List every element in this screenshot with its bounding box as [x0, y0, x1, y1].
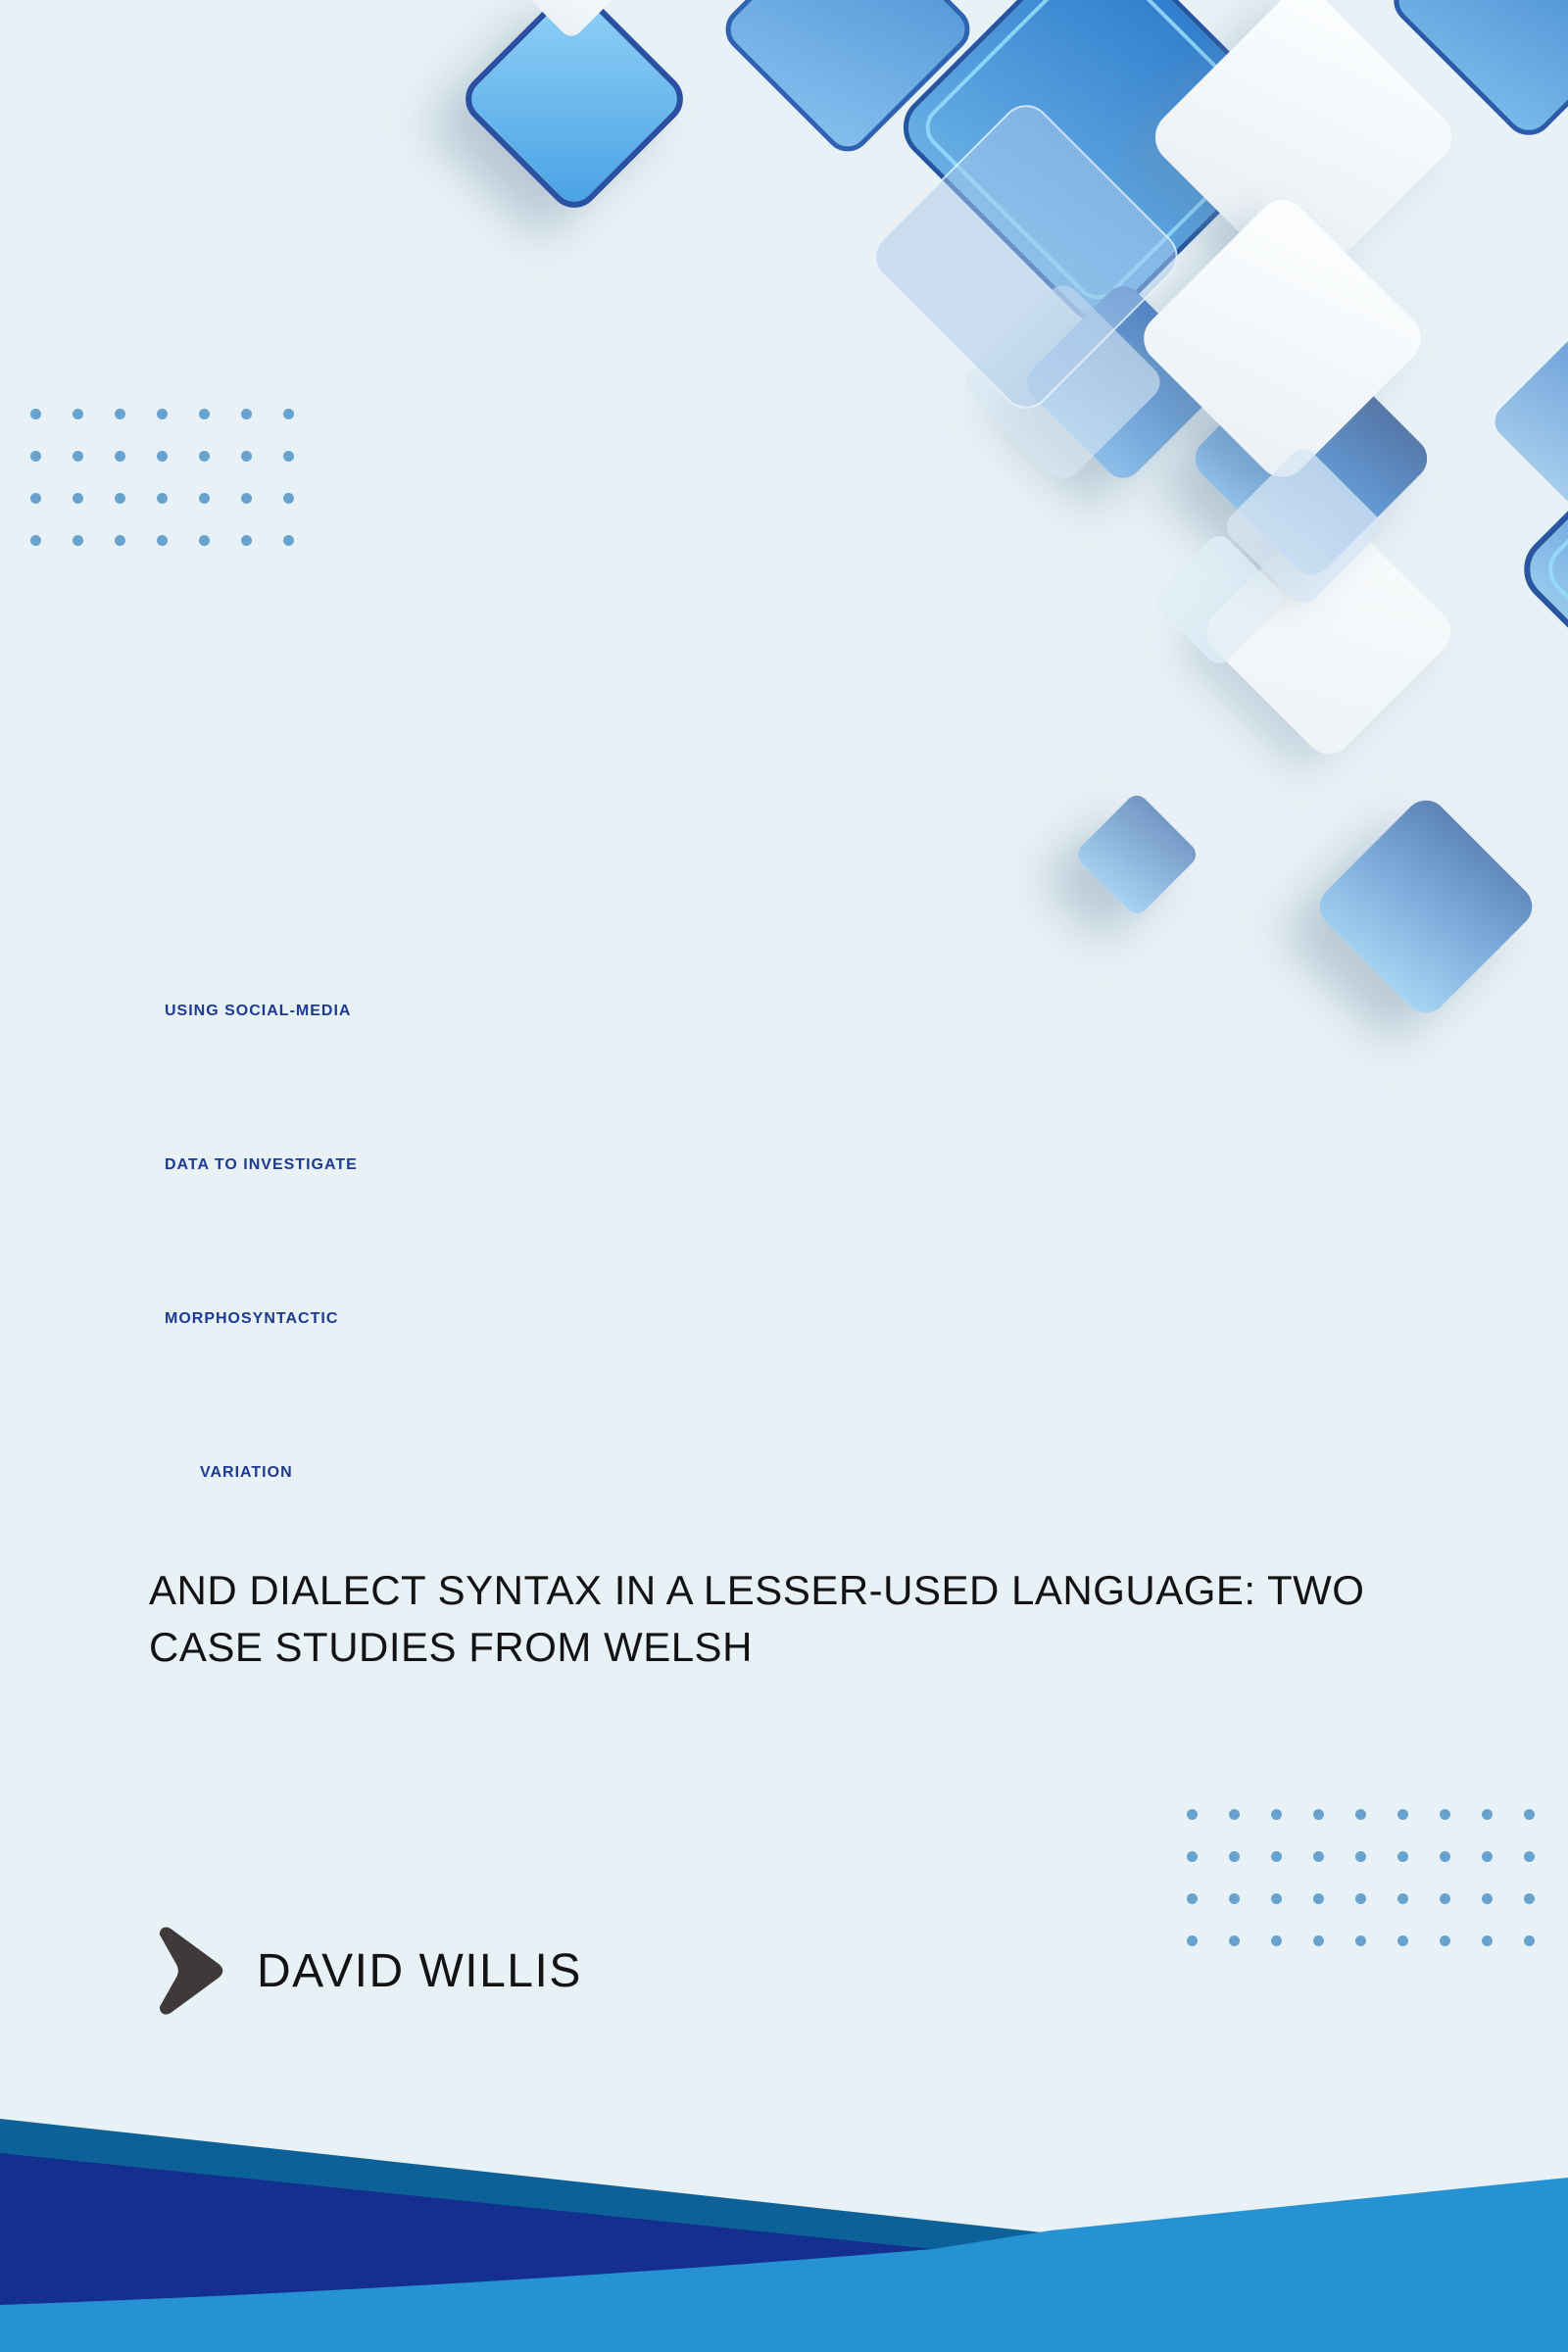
dot: [73, 409, 83, 419]
dot: [1271, 1936, 1282, 1946]
dot: [1397, 1936, 1408, 1946]
dot: [157, 409, 168, 419]
dot: [1482, 1809, 1493, 1820]
dot: [199, 535, 210, 546]
dot: [1397, 1851, 1408, 1862]
dot: [1271, 1851, 1282, 1862]
dot: [199, 451, 210, 462]
dot: [1313, 1936, 1324, 1946]
dot: [1229, 1936, 1240, 1946]
dot: [1271, 1893, 1282, 1904]
dot: [1440, 1809, 1450, 1820]
title-line: VARIATION: [200, 1464, 293, 1481]
dot: [1355, 1851, 1366, 1862]
dot: [1229, 1893, 1240, 1904]
dot: [283, 451, 294, 462]
author-name: DAVID WILLIS: [257, 1944, 582, 1997]
subtitle-line: AND DIALECT SYNTAX IN A LESSER-USED LANGUAGE: TWO: [149, 1567, 1365, 1613]
dot: [1271, 1809, 1282, 1820]
dot-grid-left: [30, 409, 294, 546]
dot: [199, 409, 210, 419]
arrow-right-icon: [155, 1926, 223, 2016]
dot: [283, 535, 294, 546]
title-line: USING SOCIAL-MEDIA: [165, 1003, 352, 1019]
dot: [115, 451, 125, 462]
dot: [1482, 1893, 1493, 1904]
dot: [1313, 1851, 1324, 1862]
dot: [1313, 1893, 1324, 1904]
dot: [1440, 1893, 1450, 1904]
dot: [241, 535, 252, 546]
dot: [1397, 1893, 1408, 1904]
dot: [73, 535, 83, 546]
footer-waves: [0, 2097, 1568, 2352]
title-line: MORPHOSYNTACTIC: [165, 1310, 339, 1327]
dot: [241, 409, 252, 419]
dot: [1187, 1809, 1198, 1820]
diamond-shape: [1311, 792, 1542, 1022]
dot: [1524, 1893, 1535, 1904]
dot: [157, 535, 168, 546]
dot: [73, 493, 83, 504]
dot: [115, 535, 125, 546]
dot: [1313, 1809, 1324, 1820]
dot: [1440, 1851, 1450, 1862]
dot: [157, 493, 168, 504]
dot: [1482, 1936, 1493, 1946]
dot: [1524, 1936, 1535, 1946]
dot: [1482, 1851, 1493, 1862]
dot: [241, 493, 252, 504]
dot: [1355, 1893, 1366, 1904]
dot: [1187, 1936, 1198, 1946]
dot: [157, 451, 168, 462]
dot-grid-right: [1187, 1809, 1535, 1946]
subtitle: [149, 1562, 1364, 1676]
dot: [1355, 1936, 1366, 1946]
dot: [1229, 1851, 1240, 1862]
dot: [115, 493, 125, 504]
dot: [1440, 1936, 1450, 1946]
dot: [1524, 1851, 1535, 1862]
dot: [283, 409, 294, 419]
title-line: DATA TO INVESTIGATE: [165, 1156, 358, 1173]
dot: [73, 451, 83, 462]
dot: [241, 451, 252, 462]
dot: [30, 493, 41, 504]
dot: [30, 451, 41, 462]
dot: [30, 535, 41, 546]
dot: [1355, 1809, 1366, 1820]
page-title: [165, 934, 358, 1549]
dot: [1229, 1809, 1240, 1820]
dot: [1187, 1851, 1198, 1862]
subtitle-line: CASE STUDIES FROM WELSH: [149, 1624, 753, 1670]
dot: [115, 409, 125, 419]
dot: [283, 493, 294, 504]
dot: [1187, 1893, 1198, 1904]
author-row: [155, 1927, 582, 2015]
dot: [1524, 1809, 1535, 1820]
diamond-shape: [1488, 331, 1568, 512]
diamond-shape: [1073, 791, 1200, 918]
dot: [1397, 1809, 1408, 1820]
dot: [199, 493, 210, 504]
dot: [30, 409, 41, 419]
